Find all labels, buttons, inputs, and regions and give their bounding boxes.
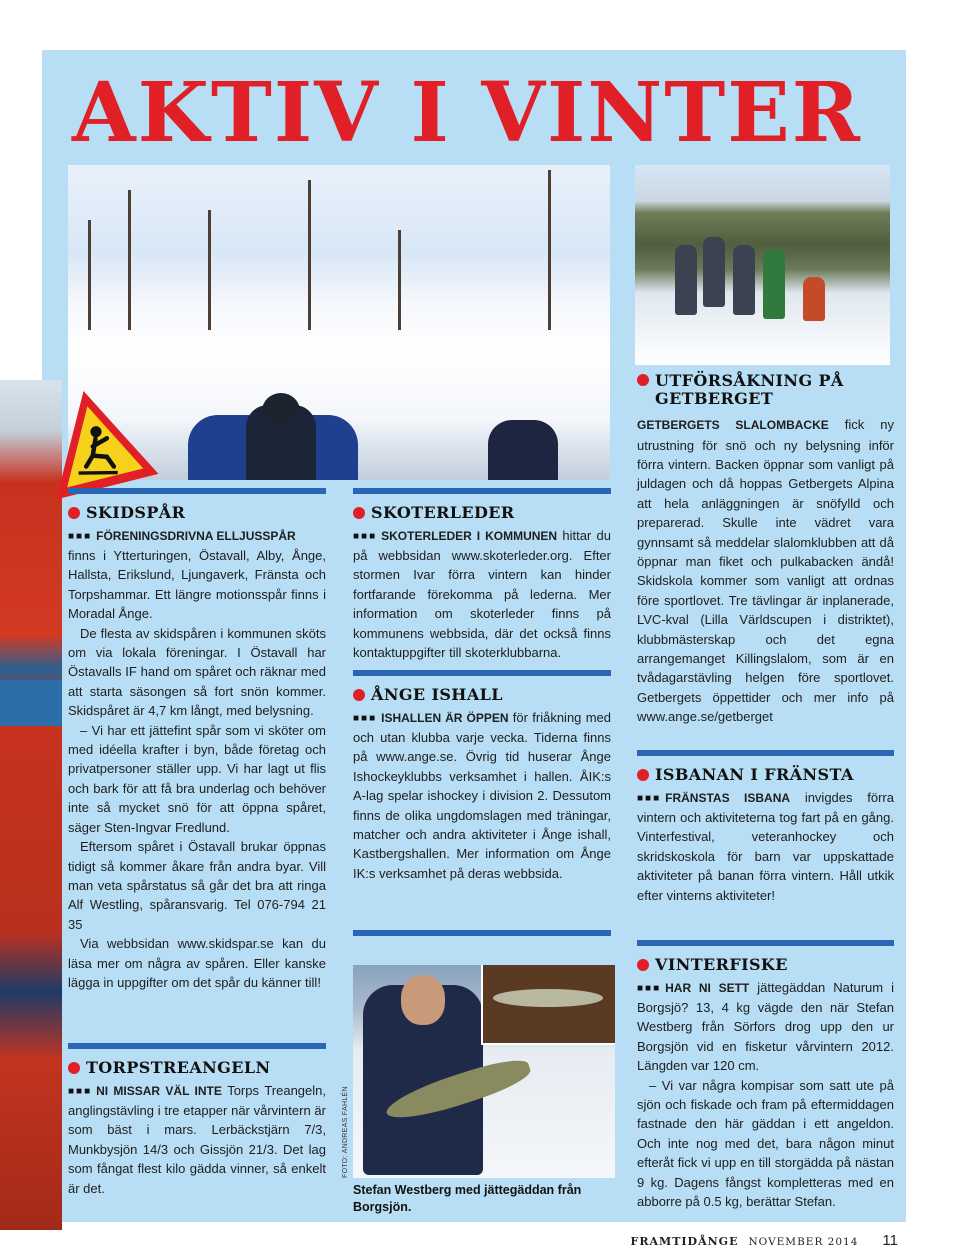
section-vinterfiske — [637, 940, 894, 1211]
skier — [763, 249, 785, 319]
section-rule — [353, 670, 611, 676]
heading-text: UTFÖRSÅKNING PÅ GETBERGET — [655, 371, 844, 408]
body-paragraph: – Vi har ett jättefint spår som vi sköter om med idéella krafter i byn, både företag och privatpersoner ställer upp. Vi har lagt ut flis och bark för att få bra underlag och behöver inte så mycket snö för att öppna spåret, säger Sten-Ingvar Fredlund. — [68, 722, 326, 835]
lead-text: NI MISSAR VÄL INTE — [96, 1083, 222, 1098]
section-rule — [68, 1043, 326, 1049]
section-body — [68, 526, 326, 993]
walking-person — [488, 420, 558, 480]
tree — [548, 170, 551, 330]
red-dot-icon — [637, 959, 649, 971]
tree — [88, 220, 91, 330]
heading-text: ISBANAN I FRÄNSTA — [655, 765, 854, 784]
three-squares-icon: ■■■ — [353, 530, 378, 542]
body-paragraph: Via webbsidan www.skidspar.se kan du läsa mer om några av spåren. Eller kanske lägga in uppgifter om det spår du känner till! — [68, 936, 326, 990]
section-body — [637, 415, 894, 727]
three-squares-icon: ■■■ — [68, 1085, 93, 1097]
body-paragraph: jättegäddan Naturum i Borgsjö? 13, 4 kg vägde den när Stefan Westberg från Sörfors drog upp den ur Borgsjön vid en fisketur vårvintern 2012. Längden var 120 cm. — [637, 979, 894, 1074]
page-title: AKTIV I VINTER — [72, 65, 862, 161]
body-paragraph: finns i Ytterturingen, Östavall, Alby, Ånge, Hallsta, Erikslund, Ljungaverk, Fränsta och Torpshammar. Ett längre motionsspår finns i Moradal Ånge. — [68, 548, 326, 622]
heading-text: VINTERFISKE — [655, 955, 788, 974]
heading-text: SKIDSPÅR — [86, 503, 186, 522]
section-heading — [353, 504, 611, 522]
section-ange-ishall — [353, 670, 611, 883]
lead-text: SKOTERLEDER I KOMMUNEN — [381, 528, 558, 543]
body-paragraph: De flesta av skidspåren i kommunen sköts om via lokala föreningar. I Östavall har Östavalls IF hand om spåret och räknar med att starta säsongen så fort snön kommer. Skidspåret är 4,7 km långt, med belysning. — [68, 625, 326, 719]
body-paragraph: Eftersom spåret i Östavall brukar öppnas tidigt så kommer åkare från andra byar. Vill man veta spårstatus så går det bra att ringa Alf Westling, spåransvarig. Tel 076-794 21 35 — [68, 839, 326, 932]
section-body — [353, 708, 611, 884]
red-dot-icon — [353, 689, 365, 701]
red-dot-icon — [637, 769, 649, 781]
section-heading — [637, 372, 894, 407]
section-body — [68, 1081, 326, 1198]
section-torpstreangeln — [68, 1043, 326, 1198]
body-paragraph: Torps Treangeln, anglingstävling i tre etapper när vårvintern är som bäst i mars. Lerbäckstjärn 7/3, Munkbysjön 14/3 och Gissjön 21/3. Det lag som fångat flest kilo gädda vinner, så enkelt är det. — [68, 1082, 326, 1196]
body-paragraph: – Vi var några kompisar som satt ute på sjön och fiskade och fram på eftermiddagen fastnade den här gäddan i ett angeldon. Och inte nog med det, bara någon minut efteråt fick vi upp en till storgädda på nästan 9 kg. Dagens fångst kompletteras med en abborre på 0.5 kg, berättar Stefan. — [637, 1077, 894, 1210]
section-rule — [353, 488, 611, 494]
child-skier — [803, 277, 825, 321]
lead-text: HAR NI SETT — [665, 980, 750, 995]
jacket-stripe — [0, 680, 62, 726]
skier — [703, 237, 725, 307]
red-dot-icon — [68, 507, 80, 519]
skier — [675, 245, 697, 315]
lead-text: FRÄNSTAS ISBANA — [665, 790, 791, 805]
heading-text: ÅNGE ISHALL — [371, 685, 503, 704]
section-heading — [353, 686, 611, 704]
skier-edge-photo — [0, 380, 62, 1230]
section-heading — [637, 956, 894, 974]
helmet — [262, 393, 300, 429]
heading-text: SKOTERLEDER — [371, 503, 515, 522]
photo-credit: FOTO: ANDREAS FAHLÉN — [342, 1086, 349, 1178]
three-squares-icon: ■■■ — [68, 530, 93, 542]
section-rule — [637, 750, 894, 756]
section-body — [353, 526, 611, 663]
body-paragraph: för friåkning med och utan klubba varje vecka. Tiderna finns på www.ange.se. Övrig tid huserar Ånge Ishockeyklubbs verksamhet i hallen. ÅIK:s A-lag spelar ishockey i division 2. Dessutom finns de olika ungdomslagen med träningar, matcher och andra aktiviteter i Ånge ishall, Kastbergshallen. Mer information om Ånge IK:s verksamhet på deras webbsida. — [353, 709, 611, 881]
section-utforsakning — [637, 372, 894, 727]
skier — [733, 245, 755, 315]
section-skidspar — [68, 488, 326, 992]
section-body — [637, 788, 894, 905]
red-dot-icon — [68, 1062, 80, 1074]
section-skoterleder — [353, 488, 611, 662]
heading-text: TORPSTREANGELN — [86, 1058, 271, 1077]
section-heading — [68, 504, 326, 522]
section-heading — [637, 766, 894, 784]
red-dot-icon — [353, 507, 365, 519]
magazine-name: FRAMTIDÅNGE — [630, 1235, 739, 1247]
section-isbanan — [637, 750, 894, 905]
section-body — [637, 978, 894, 1212]
three-squares-icon: ■■■ — [637, 982, 662, 994]
pike-photo — [353, 965, 615, 1178]
section-heading — [68, 1059, 326, 1077]
page-number: 11 — [882, 1232, 898, 1247]
ski-slope-photo — [635, 165, 890, 365]
face — [401, 975, 445, 1025]
tree — [308, 180, 311, 330]
mounted-pike-inset — [481, 965, 615, 1045]
tree — [208, 210, 211, 330]
section-rule — [353, 930, 611, 936]
photo-caption: Stefan Westberg med jättegäddan från Borgsjön. — [353, 1183, 582, 1214]
three-squares-icon: ■■■ — [353, 712, 378, 724]
page-footer — [631, 1232, 898, 1247]
issue-date: NOVEMBER 2014 — [748, 1236, 859, 1247]
body-paragraph: fick ny utrustning för snö och ny belysning inför förra vintern. Backen öppnar som vanligt på juldagen och då hoppas Getbergets Alpina att hela anläggningen är snöfylld och preparerad. Skulle inte vädret vara gynnsamt så meddelar slalomklubben att då öppnar man fiket och pulkabacken ändå! Skidskola kommer som vanligt att ordnas före sportlovet. Tre tävlingar är inplanerade, LVC-kval (Lilla Världscupen i distriktet), klubbmästerskap och det egna arrangemanget Killingslalom, som är en tvådagarstävling helgen före sportlovet. Getbergets öppettider och mer info på www.ange.se/getberget — [637, 417, 894, 725]
tree — [398, 230, 401, 330]
lead-text: ISHALLEN ÄR ÖPPEN — [381, 710, 509, 725]
tree — [128, 190, 131, 330]
red-dot-icon — [637, 374, 649, 386]
lead-text: FÖRENINGSDRIVNA ELLJUSSPÅR — [96, 528, 296, 543]
three-squares-icon: ■■■ — [637, 792, 662, 804]
section-rule — [68, 488, 326, 494]
body-paragraph: hittar du på webbsidan www.skoterleder.org. Efter stormen Ivar förra vintern kan hinder fortfarande förekomma på lederna. Mer information om skoterleder finns på kommunens webbsida, där det också finns kontaktuppgifter till skoterklubbarna. — [353, 527, 611, 661]
lead-text: GETBERGETS SLALOMBACKE — [637, 418, 829, 433]
body-paragraph: invigdes förra vintern och aktiviteterna tog fart på en gång. Vinterfestival, veteranhockey och skridskoskola för barn var uppskattade aktiviteter på banan förra vintern. Håll utkik efter vinterns aktiviteter! — [637, 789, 894, 903]
section-rule — [637, 940, 894, 946]
